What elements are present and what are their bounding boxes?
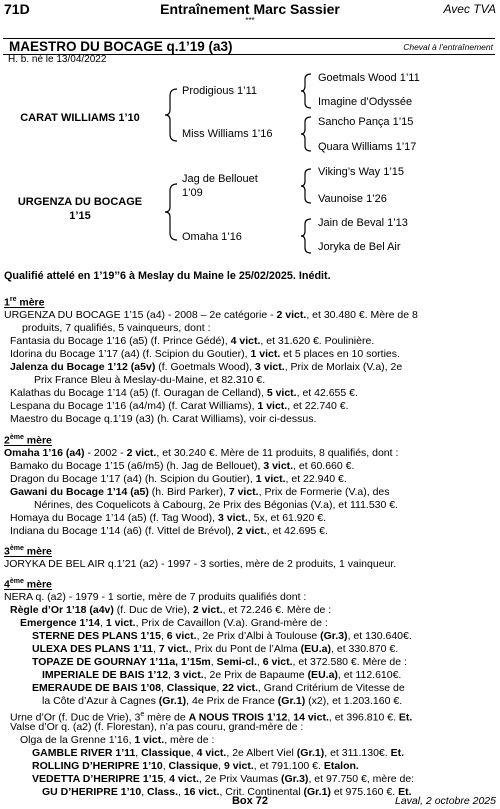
- mere1-line: [4, 309, 418, 322]
- text: (x2), et 1.203.160 €.: [305, 695, 403, 707]
- mere4-line: [42, 695, 402, 708]
- text: 3 vict.: [254, 361, 285, 373]
- text: , et 311.130€.: [324, 747, 391, 759]
- text: 9 vict.: [224, 760, 254, 772]
- text: ,: [160, 682, 167, 694]
- text: URGENZA DU BOCAGE 1’15 (a4) - 2008 – 2e catégorie -: [4, 309, 277, 321]
- brace-gd2: [300, 218, 314, 254]
- qualification-note: Qualifié attelé en 1’19’’6 à Meslay du Maine le 25/02/2025. Inédit.: [4, 270, 331, 282]
- text: , Crit. Continental: [219, 786, 304, 798]
- text: , 2e Prix de Bapaume: [203, 669, 308, 681]
- text: (Gr.3): [320, 630, 348, 642]
- section-number: 4: [4, 578, 10, 591]
- text: (Gr.3): [281, 773, 309, 785]
- brace-gs2: [300, 116, 314, 152]
- text: , Prix de Cavaillon (V.a). Grand-mère de :: [135, 617, 328, 629]
- text: (Gr.1): [277, 695, 306, 707]
- text: ,: [162, 760, 169, 772]
- mere4-line: [32, 760, 359, 773]
- mere2-line: [10, 512, 326, 525]
- horse-status: Cheval à l’entraînement: [403, 42, 493, 52]
- horse-name-box: [3, 38, 495, 55]
- mere2-line: [10, 525, 328, 538]
- mere1-line: produits, 7 qualifiés, 5 vainqueurs, dont :: [22, 322, 211, 334]
- section-3e-mere: [4, 545, 52, 558]
- text: Et.: [390, 747, 405, 759]
- text: 22 vict.: [222, 682, 258, 694]
- mere2-line: [10, 473, 347, 486]
- text: Semi-cl.: [216, 656, 257, 668]
- text: 2 vict.: [192, 604, 223, 616]
- text: 6 vict.: [166, 630, 197, 642]
- text: TOPAZE DE GOURNAY 1’11a, 1’15m: [32, 656, 211, 668]
- text: ,: [168, 669, 174, 681]
- section-1re-mere: [4, 296, 45, 309]
- text: , et 330.870 €.: [331, 643, 399, 655]
- section-sup: ème: [9, 545, 24, 552]
- text: , Prix de Formerie (V.a), des: [258, 486, 390, 498]
- mere4-line: [32, 747, 404, 760]
- text: , Prix du Pont de l’Alma: [188, 643, 301, 655]
- brace-sire: [164, 88, 180, 142]
- section-number: 1: [4, 296, 10, 309]
- text: , 2e Albert Viel: [226, 747, 297, 759]
- text: ,: [210, 656, 217, 668]
- text: ,: [190, 747, 197, 759]
- text: , 2e Prix Vaumas: [198, 773, 281, 785]
- page-header: [0, 0, 500, 24]
- brace-gs1: [300, 73, 314, 109]
- tva-note: Avec TVA: [443, 2, 496, 16]
- text: 4 vict.: [169, 773, 199, 785]
- mere2-line: Nérines, des Coquelicots à Cabourg, 2e Prix des Bégonias (V.a), et 111.530 €.: [34, 499, 399, 511]
- pedigree-gd2: Omaha 1’16: [182, 231, 242, 243]
- text: mère de: [144, 711, 189, 724]
- text: ,: [99, 617, 106, 629]
- text: ,: [152, 643, 159, 655]
- text: 6 vict.: [262, 656, 293, 668]
- text: ROLLING D’HERIPRE 1’10: [32, 760, 163, 772]
- pedigree-dam-name: URGENZA DU BOCAGE: [17, 196, 143, 208]
- text: 1 vict.: [250, 348, 281, 360]
- text: ULEXA DES PLANS 1’11: [32, 643, 153, 655]
- mere1-line: [10, 348, 400, 361]
- text: (f. Duc de Vrie),: [113, 604, 193, 616]
- text: , et 42.655 €.: [296, 387, 358, 399]
- text: GAMBLE RIVER 1’11: [32, 747, 136, 759]
- mere1-line: [10, 361, 402, 374]
- mere4-line: Valse d’Or q. (a2) (f. Florestan), n’a pas couru, grand-mère de :: [10, 721, 304, 733]
- text: Omaha 1’16 (a4): [4, 447, 85, 459]
- text: Gawani du Bocage 1’14 (a5): [10, 486, 149, 498]
- text: Indiana du Bocage 1’14 (a6) (f. Vittel de Brévol),: [10, 525, 237, 537]
- page-title: Entraînement Marc Sassier: [160, 1, 340, 17]
- text: Idorina du Bocage 1’17 (a4) (f. Scipion du Goutier),: [10, 348, 251, 360]
- text: Fantasia du Bocage 1’16 (a5) (f. Prince Gédé),: [10, 335, 231, 347]
- mere4-line: [20, 734, 214, 747]
- pedigree-ggs-4: Quara Williams 1’17: [318, 141, 417, 153]
- text: , et 22.940 €.: [285, 473, 347, 485]
- text: ,: [160, 630, 167, 642]
- mere4-line: NERA q. (a2) - 1979 - 1 sortie, mère de 7 produits qualifiés dont :: [4, 591, 307, 603]
- text: , 5x, et 61.920 €.: [247, 512, 326, 524]
- pedigree-ggs-2: Imagine d’Odyssée: [318, 96, 413, 108]
- text: (Gr.1): [296, 747, 325, 759]
- mere4-line: [32, 773, 414, 786]
- text: VEDETTA D’HERIPRE 1’15: [32, 773, 164, 785]
- section-number: 3: [4, 545, 10, 558]
- text: 14 vict.: [293, 711, 329, 724]
- text: 4 vict.: [230, 335, 261, 347]
- text: ,: [218, 760, 224, 772]
- horse-name: MAESTRO DU BOCAGE q.1’19 (a3): [9, 39, 233, 54]
- section-number: 2: [4, 434, 10, 447]
- text: 1 vict.: [134, 734, 165, 746]
- section-word: mère: [23, 434, 52, 447]
- pedigree-ggs-7: Jain de Beval 1’13: [318, 217, 408, 229]
- lot-number: 71D: [4, 1, 30, 17]
- text: Bamako du Bocage 1’15 (a6/m5) (h. Jag de Bellouet),: [10, 460, 264, 472]
- section-sup: re: [9, 296, 17, 303]
- pedigree-gs1: Prodigious 1’11: [182, 85, 258, 97]
- text: Class.: [147, 786, 178, 798]
- text: 7 vict.: [158, 643, 189, 655]
- text: et 975.160 €.: [330, 786, 399, 798]
- text: ,: [141, 786, 148, 798]
- text: (h. Bird Parker),: [148, 486, 229, 498]
- text: Etalon.: [323, 760, 359, 772]
- pedigree-gs2: Miss Williams 1’16: [182, 128, 273, 140]
- mere4-line: [32, 656, 407, 669]
- text: 4 vict.: [196, 747, 227, 759]
- text: Et.: [398, 786, 412, 798]
- text: Dragon du Bocage 1’17 (a4) (h. Scipion du Goutier),: [10, 473, 256, 485]
- text: Et.: [398, 711, 413, 724]
- text: 1 vict.: [257, 400, 288, 412]
- mere4-line: [32, 630, 412, 643]
- brace-gd1: [300, 168, 314, 204]
- text: Urne d’Or (f. Duc de Vrie), 3: [10, 711, 141, 724]
- text: , et 30.480 €. Mère de 8: [306, 309, 418, 321]
- text: (f. Goetmals Wood),: [155, 361, 255, 373]
- text: (Gr.1): [158, 695, 187, 707]
- text: IMPERIALE DE BAIS 1’12: [42, 669, 169, 681]
- pedigree-sire: CARAT WILLIAMS 1’10: [20, 112, 140, 124]
- text: (Gr.1): [303, 786, 331, 798]
- text: ,: [177, 786, 184, 798]
- text: A NOUS TROIS 1’12: [188, 711, 288, 724]
- text: 5 vict.: [266, 387, 297, 399]
- pedigree-ggs-5: Viking’s Way 1’15: [318, 166, 405, 178]
- text: 2 vict.: [276, 309, 307, 321]
- text: , et 372.580 €. Mère de :: [292, 656, 407, 668]
- text: ,: [216, 682, 223, 694]
- text: ,: [135, 747, 142, 759]
- text: , et 31.620 €. Poulinière.: [260, 335, 375, 347]
- section-sup: ème: [9, 434, 24, 441]
- text: 1 vict.: [105, 617, 136, 629]
- text: Homaya du Bocage 1’14 (a5) (f. Tag Wood),: [10, 512, 218, 524]
- text: e: [140, 711, 145, 718]
- pedigree-dam-time: 1’15: [69, 210, 91, 222]
- mere1-line: [10, 335, 374, 348]
- text: , 4e Prix de France: [186, 695, 278, 707]
- text: , et 42.695 €.: [266, 525, 328, 537]
- text: , Prix de Morlaix (V.a), 2e: [284, 361, 403, 373]
- text: Jalenza du Bocage 1’12 (a5v): [10, 361, 156, 373]
- text: Classique: [141, 747, 191, 759]
- section-4e-mere: [4, 578, 52, 591]
- text: 2 vict.: [126, 447, 157, 459]
- text: 3 vict.: [173, 669, 204, 681]
- section-word: mère: [23, 545, 52, 558]
- text: ,: [256, 656, 263, 668]
- mere4-line: [10, 604, 331, 617]
- box-number: Box 72: [231, 795, 269, 807]
- text: ,: [287, 711, 294, 724]
- mere1-line: Maestro du Bocage q.1’19 (a3) (h. Carat Williams), voir ci-dessus.: [10, 413, 317, 425]
- pedigree-gd1: [182, 172, 258, 200]
- text: 16 vict.: [183, 786, 220, 798]
- text: GU D’HERIPRE 1’10: [42, 786, 142, 798]
- text: , Grand Critérium de Vitesse de: [257, 682, 405, 694]
- text: Olga de la Grenne 1’16,: [20, 734, 135, 746]
- mere4-line: [32, 682, 405, 695]
- text: , et 791.100 €.: [253, 760, 324, 772]
- mere2-line: [10, 460, 354, 473]
- text: et 5 places en 10 sorties.: [280, 348, 400, 360]
- pedigree-dam: [0, 195, 160, 223]
- mere1-line: [10, 400, 349, 413]
- text: (EU.a): [300, 643, 332, 655]
- pedigree-ggs-1: Goetmals Wood 1’11: [318, 72, 420, 84]
- mere4-line: [20, 617, 328, 630]
- text: , et 97.750 €, mère de:: [308, 773, 415, 785]
- text: , et 112.610€.: [337, 669, 402, 681]
- text: Classique: [166, 682, 217, 694]
- text: , et 396.810 €.: [328, 711, 399, 724]
- pedigree-gd1-time: 1’09: [182, 187, 203, 199]
- text: , et 22.740 €.: [287, 400, 349, 412]
- pedigree-ggs-3: Sancho Pança 1’15: [318, 116, 414, 128]
- mere4-line: [32, 643, 398, 656]
- text: Règle d’Or 1’18 (a4v): [10, 604, 114, 616]
- text: 2 vict.: [236, 525, 267, 537]
- mere4-line: [42, 669, 401, 682]
- text: Kalathas du Bocage 1’14 (a5) (f. Ouragan de Celland),: [10, 387, 267, 399]
- text: 1 vict.: [255, 473, 286, 485]
- mere1-line: Prix France Bleu à Meslay-du-Maine, et 82.310 €.: [34, 374, 266, 386]
- mere3-line: JORYKA DE BEL AIR q.1’21 (a2) - 1997 - 3 sorties, mère de 2 produits, 1 vainqueur.: [4, 558, 397, 570]
- mere2-line: [4, 447, 398, 460]
- mere2-line: [10, 486, 390, 499]
- text: Lespana du Bocage 1’16 (a4/m4) (f. Carat Williams),: [10, 400, 258, 412]
- text: (EU.a): [307, 669, 338, 681]
- text: , et 72.246 €. Mère de :: [222, 604, 332, 616]
- section-2e-mere: [4, 434, 52, 447]
- text: la Côte d’Azur à Cagnes: [42, 695, 159, 707]
- horse-birth: H. b. né le 13/04/2022: [8, 54, 107, 65]
- pedigree-ggs-6: Vaunoise 1’26: [318, 193, 387, 205]
- text: 3 vict.: [263, 460, 294, 472]
- text: STERNE DES PLANS 1’15: [32, 630, 161, 642]
- text: , 2e Prix d’Albi à Toulouse: [196, 630, 321, 642]
- text: - 2002 -: [84, 447, 127, 459]
- text: 3 vict.: [217, 512, 248, 524]
- text: 7 vict.: [228, 486, 259, 498]
- brace-dam: [164, 183, 180, 241]
- text: ,: [163, 773, 170, 785]
- text: EMERAUDE DE BAIS 1’08: [32, 682, 161, 694]
- mere1-line: [10, 387, 358, 400]
- page-footer: [0, 795, 500, 809]
- text: , et 130.640€.: [347, 630, 412, 642]
- text: Emergence 1’14: [20, 617, 100, 629]
- pedigree-ggs-8: Joryka de Bel Air: [318, 241, 401, 253]
- text: , et 30.240 €. Mère de 11 produits, 8 qualifiés, dont :: [156, 447, 399, 459]
- title-stars: ***: [245, 16, 255, 25]
- section-word: mère: [16, 296, 45, 309]
- section-sup: ème: [9, 578, 24, 585]
- footer-date: Laval, 2 octobre 2025: [395, 795, 496, 807]
- text: Classique: [168, 760, 219, 772]
- text: , mère de :: [164, 734, 215, 746]
- text: , et 60.660 €.: [293, 460, 355, 472]
- section-word: mère: [23, 578, 52, 591]
- pedigree-gd1-name: Jag de Bellouet: [182, 173, 258, 185]
